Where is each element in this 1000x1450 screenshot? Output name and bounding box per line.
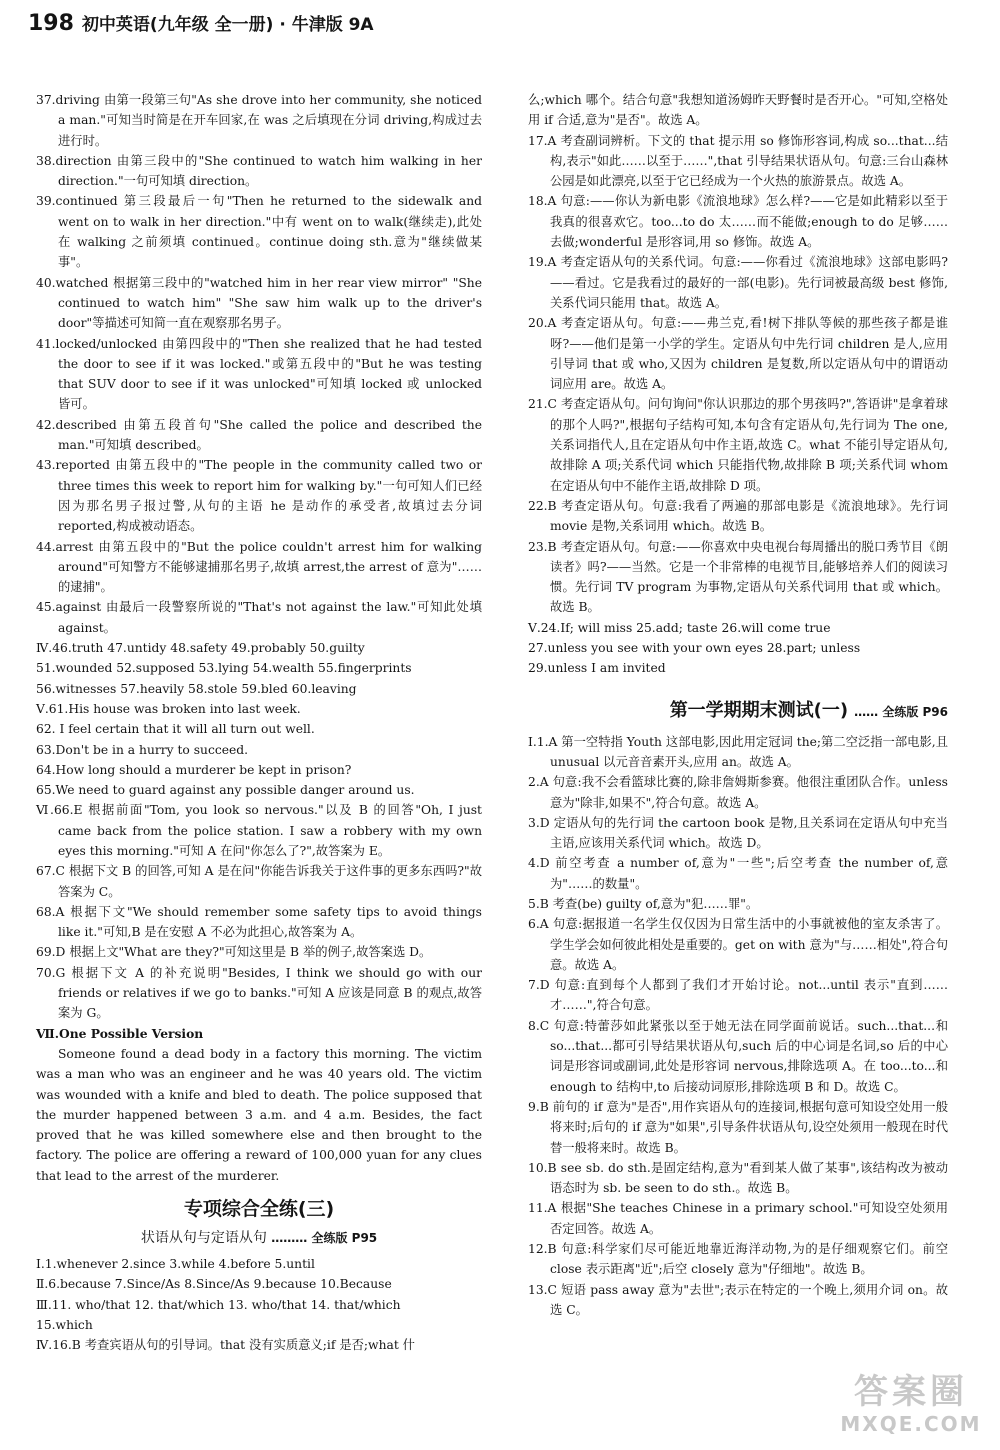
special-line: Ⅱ.6.because 7.Since/As 8.Since/As 9.because 10.Because [36,1277,392,1292]
answer-16: Ⅳ.16.B 考查宾语从句的引导词。that 没有实质意义;if 是否;what 什 [36,1338,415,1353]
answer-44: 44.arrest 由第五段中的"But the police couldn't arrest him for walking around"可知警方不能够逮捕那名男子,故填 arrest,the arrest of 意为"……的逮捕"。 [36,539,482,595]
answer-69: 69.D 根据上文"What are they?"可知这里是 B 举的例子,故答案选 D。 [36,945,432,960]
exam-page-ref: …… 全练版 P96 [854,704,948,719]
exam-answer-11: 11.A 根据"She teaches Chinese in a primary school."可知设空处须用否定回答。故选 A。 [528,1201,948,1236]
answer-18: 18.A 句意:——你认为新电影《流浪地球》怎么样?——它是如此精彩以至于我真的很喜欢它。too...to do 太……而不能做;enough to do 足够……去做;wonderful 是形容词,用 so 修饰。故选 A。 [528,194,948,250]
special-line: Ⅲ.11. who/that 12. that/which 13. who/that 14. that/which [36,1297,401,1312]
answer-45: 45.against 由最后一段警察所说的"That's not against the law."可知此处填 against。 [36,600,482,635]
exam-answer-5: 5.B 考查(be) guilty of,意为"犯……罪"。 [528,896,759,911]
section-v-line: 64.How long should a murderer be kept in prison? [36,762,352,777]
section-v-line: 63.Don't be in a hurry to succeed. [36,742,249,757]
section-iv-line: 51.wounded 52.supposed 53.lying 54.wealth 55.fingerprints [36,661,412,676]
answer-21: 21.C 考查定语从句。问句询问"你认识那边的那个男孩吗?",答语讲"是拿着球的那个人吗?",根据句子结构可知,本句含有定语从句,先行词为 The one,关系词指代人,且在定语从句中作主语,故选 C。what 不能引导定语从句,故排除 A 项;关系代词 which 只能指代物,故排除 B 项;关系代词 whom 在定语从句中不能作主语,故排除 D 项。 [528,397,948,493]
exam-answer-3: 3.D 定语从句的先行词 the cartoon book 是物,且关系词在定语从句中充当主语,应该用关系代词 which。故选 D。 [528,815,948,851]
section-v-line: 29.unless I am invited [528,661,666,676]
section-vii-heading: Ⅶ.One Possible Version [36,1025,204,1041]
answer-70: 70.G 根据下文 A 的补充说明"Besides, I think we should go with our friends or relatives if we go to banks."可知 A 应该是同意 B 的观点,故答案为 G。 [36,965,482,1021]
answer-67: 67.C 根据下文 B 的回答,可知 A 是在问"你能告诉我关于这件事的更多东西吗?"故答案为 C。 [36,864,482,899]
section-v-line: 65.We need to guard against any possible danger around us. [36,783,415,798]
exam-answer-12: 12.B 句意:科学家们尽可能近地靠近海洋动物,为的是仔细观察它们。前空 close 表示距离"近";后空 closely 意为"仔细地"。故选 B。 [528,1242,948,1277]
watermark-top-text: 答案圈 [854,1372,968,1412]
answer-41: 41.locked/unlocked 由第四段中的"Then she realized that he had tested the door to see if it was locked."或第五段中的"But he was testing that SUV door to see if it was unlocked"可知填 locked 或 unlocked 皆可。 [36,336,482,412]
answer-39: 39.continued 第三段最后一句"Then he returned to the sidewalk and went on to walk in her direction."中有 went on to walk(继续走),此处在 walking 之前须填 continued。continue doing sth.意为"继续做某事"。 [36,194,482,270]
answer-66: Ⅵ.66.E 根据前面"Tom, you look so nervous."以及 B 的回答"Oh, I just came back from the police station. I saw a robbery with my own eyes this morning."可知 A 在问"你怎么了?",故答案为 E。 [36,803,482,858]
page-header [28,10,374,50]
book-title: 初中英语(九年级 全一册) · 牛津版 9A [81,15,374,35]
special-practice-title: 专项综合全练(三) [183,1198,335,1221]
answer-42: 42.described 由第五段首句"She called the police and described the man."可知填 described。 [36,417,482,453]
exam-answer-4: 4.D 前空考查 a number of,意为"一些";后空考查 the number of,意为"……的数量"。 [528,856,948,891]
answer-68: 68.A 根据下文"We should remember some safety tips to avoid things like it."可知,B 是在安慰 A 不必为此担心,故答案为 A。 [36,904,482,940]
exam-answer-6: 6.A 句意:据报道一名学生仅仅因为日常生活中的小事就被他的室友杀害了。学生学会如何彼此相处是重要的。get on with 意为"与……相处",符合句意。故选 A。 [528,917,948,972]
special-page-ref: ……… 全练版 P95 [271,1231,378,1246]
exam-title-row [528,697,948,726]
answer-19: 19.A 考查定语从句的关系代词。句意:——你看过《流浪地球》这部电影吗?——看过。它是我看过的最好的一部(电影)。先行词被最高级 best 修饰,关系代词只能用 that。故选 A。 [528,255,948,310]
exam-answer-8: 8.C 句意:特蕾莎如此紧张以至于她无法在同学面前说话。such...that...和 so...that...都可引导结果状语从句,such 后的中心词是名词,so 后的中心词是形容词或副词,此处是形容词 nervous,排除选项 A。在 too...to...和 enough to 结构中,to 后接动词原形,排除选项 B 和 D。故选 C。 [528,1018,948,1094]
answer-22: 22.B 考查定语从句。句意:我看了两遍的那部电影是《流浪地球》。先行词 movie 是物,关系词用 which。故选 B。 [528,498,948,534]
section-v-line: 27.unless you see with your own eyes 28.part; unless [528,641,861,656]
special-subtitle-text: 状语从句与定语从句 [140,1230,267,1247]
right-column [528,90,948,1320]
exam-title: 第一学期期末测试(一) [669,699,849,721]
special-line: Ⅰ.1.whenever 2.since 3.while 4.before 5.until [36,1257,315,1272]
page-number: 198 [28,11,74,36]
answer-43: 43.reported 由第五段中的"The people in the community called two or three times this week to report him for walking by."一句可知人们已经因为那名男子报过警,从句的主语 he 是动作的承受者,故填过去分词 reported,构成被动语态。 [36,458,482,534]
watermark-logo [836,1372,986,1442]
section-v-line: Ⅴ.61.His house was broken into last week. [36,701,301,716]
exam-answer-1: Ⅰ.1.A 第一空特指 Youth 这部电影,因此用定冠词 the;第二空泛指一部电影,且 unusual 以元音音素开头,应用 an。故选 A。 [528,734,948,769]
answer-16-continued: 么;which 哪个。结合句意"我想知道汤姆昨天野餐时是否开心。"可知,空格处用 if 合适,意为"是否"。故选 A。 [528,93,948,128]
exam-answer-7: 7.D 句意:直到每个人都到了我们才开始讨论。not...until 表示"直到……才……",符合句意。 [528,978,948,1013]
exam-answer-9: 9.B 前句的 if 意为"是否",用作宾语从句的连接词,根据句意可知设空处用一般将来时;后句的 if 意为"如果",引导条件状语从句,设空处须用一般现在时代替一般将来时。故选 B。 [528,1099,948,1155]
answer-20: 20.A 考查定语从句。句意:——弗兰克,看!树下排队等候的那些孩子都是谁呀?——他们是第一小学的学生。定语从句中先行词 children 是人,应用引导词 that 或 who,又因为 children 是复数,所以定语从句中的谓语动词应用 are。故选 A。 [528,316,948,392]
answer-38: 38.direction 由第三段中的"She continued to watch him walking in her direction."一句可知填 direction。 [36,153,482,189]
essay-text: Someone found a dead body in a factory this morning. The victim was a man who was an engineer and he was 40 years old. The victim was wounded with a knife and bled to death. The police supposed that the murder happened between 3 a.m. and 4 a.m. Besides, the fact proved that he was killed somewhere else and then brought to the factory. The police are offering a reward of 100,000 yuan for any clues that lead to the arrest of the murderer. [36,1046,482,1183]
left-column [36,90,482,1356]
section-v-line: 62. I feel certain that it will all turn out well. [36,722,315,737]
answer-23: 23.B 考查定语从句。句意:——你喜欢中央电视台每周播出的脱口秀节目《朗读者》吗?——当然。它是一个非常棒的电视节目,能够培养人们的阅读习惯。先行词 TV program 为事物,定语从句关系代词用 that 或 which。故选 B。 [528,539,948,615]
exam-answer-10: 10.B see sb. do sth.是固定结构,意为"看到某人做了某事",该结构改为被动语态时为 sb. be seen to do sth.。故选 B。 [528,1160,948,1196]
special-line: 15.which [36,1317,93,1332]
exam-answer-2: 2.A 句意:我不会看篮球比赛的,除非詹姆斯参赛。他很注重团队合作。unless 意为"除非,如果不",符合句意。故选 A。 [528,775,948,810]
special-practice-subtitle [36,1226,482,1250]
section-iv-line: 56.witnesses 57.heavily 58.stole 59.bled 60.leaving [36,681,357,696]
answer-17: 17.A 考查副词辨析。下文的 that 提示用 so 修饰形容词,构成 so...that...结构,表示"如此……以至于……",that 引导结果状语从句。句意:三台山森林公园是如此漂亮,以至于它已经成为一个火热的旅游景点。故选 A。 [528,133,948,189]
watermark-bottom-text: MXQE.COM [840,1412,982,1436]
section-v-line: Ⅴ.24.If; will miss 25.add; taste 26.will come true [528,620,831,635]
answer-40: 40.watched 根据第三段中的"watched him in her rear view mirror" "She continued to watch him" "She saw him walk up to the driver's door"等描述可知简一直在观察那名男子。 [36,275,482,331]
exam-answer-13: 13.C 短语 pass away 意为"去世";表示在特定的一个晚上,须用介词 on。故选 C。 [528,1282,948,1317]
section-iv-line: Ⅳ.46.truth 47.untidy 48.safety 49.probably 50.guilty [36,641,365,656]
answer-37: 37.driving 由第一段第三句"As she drove into her community, she noticed a man."可知当时简是在开车回家,在 was 之后填现在分词 driving,构成过去进行时。 [36,93,482,148]
